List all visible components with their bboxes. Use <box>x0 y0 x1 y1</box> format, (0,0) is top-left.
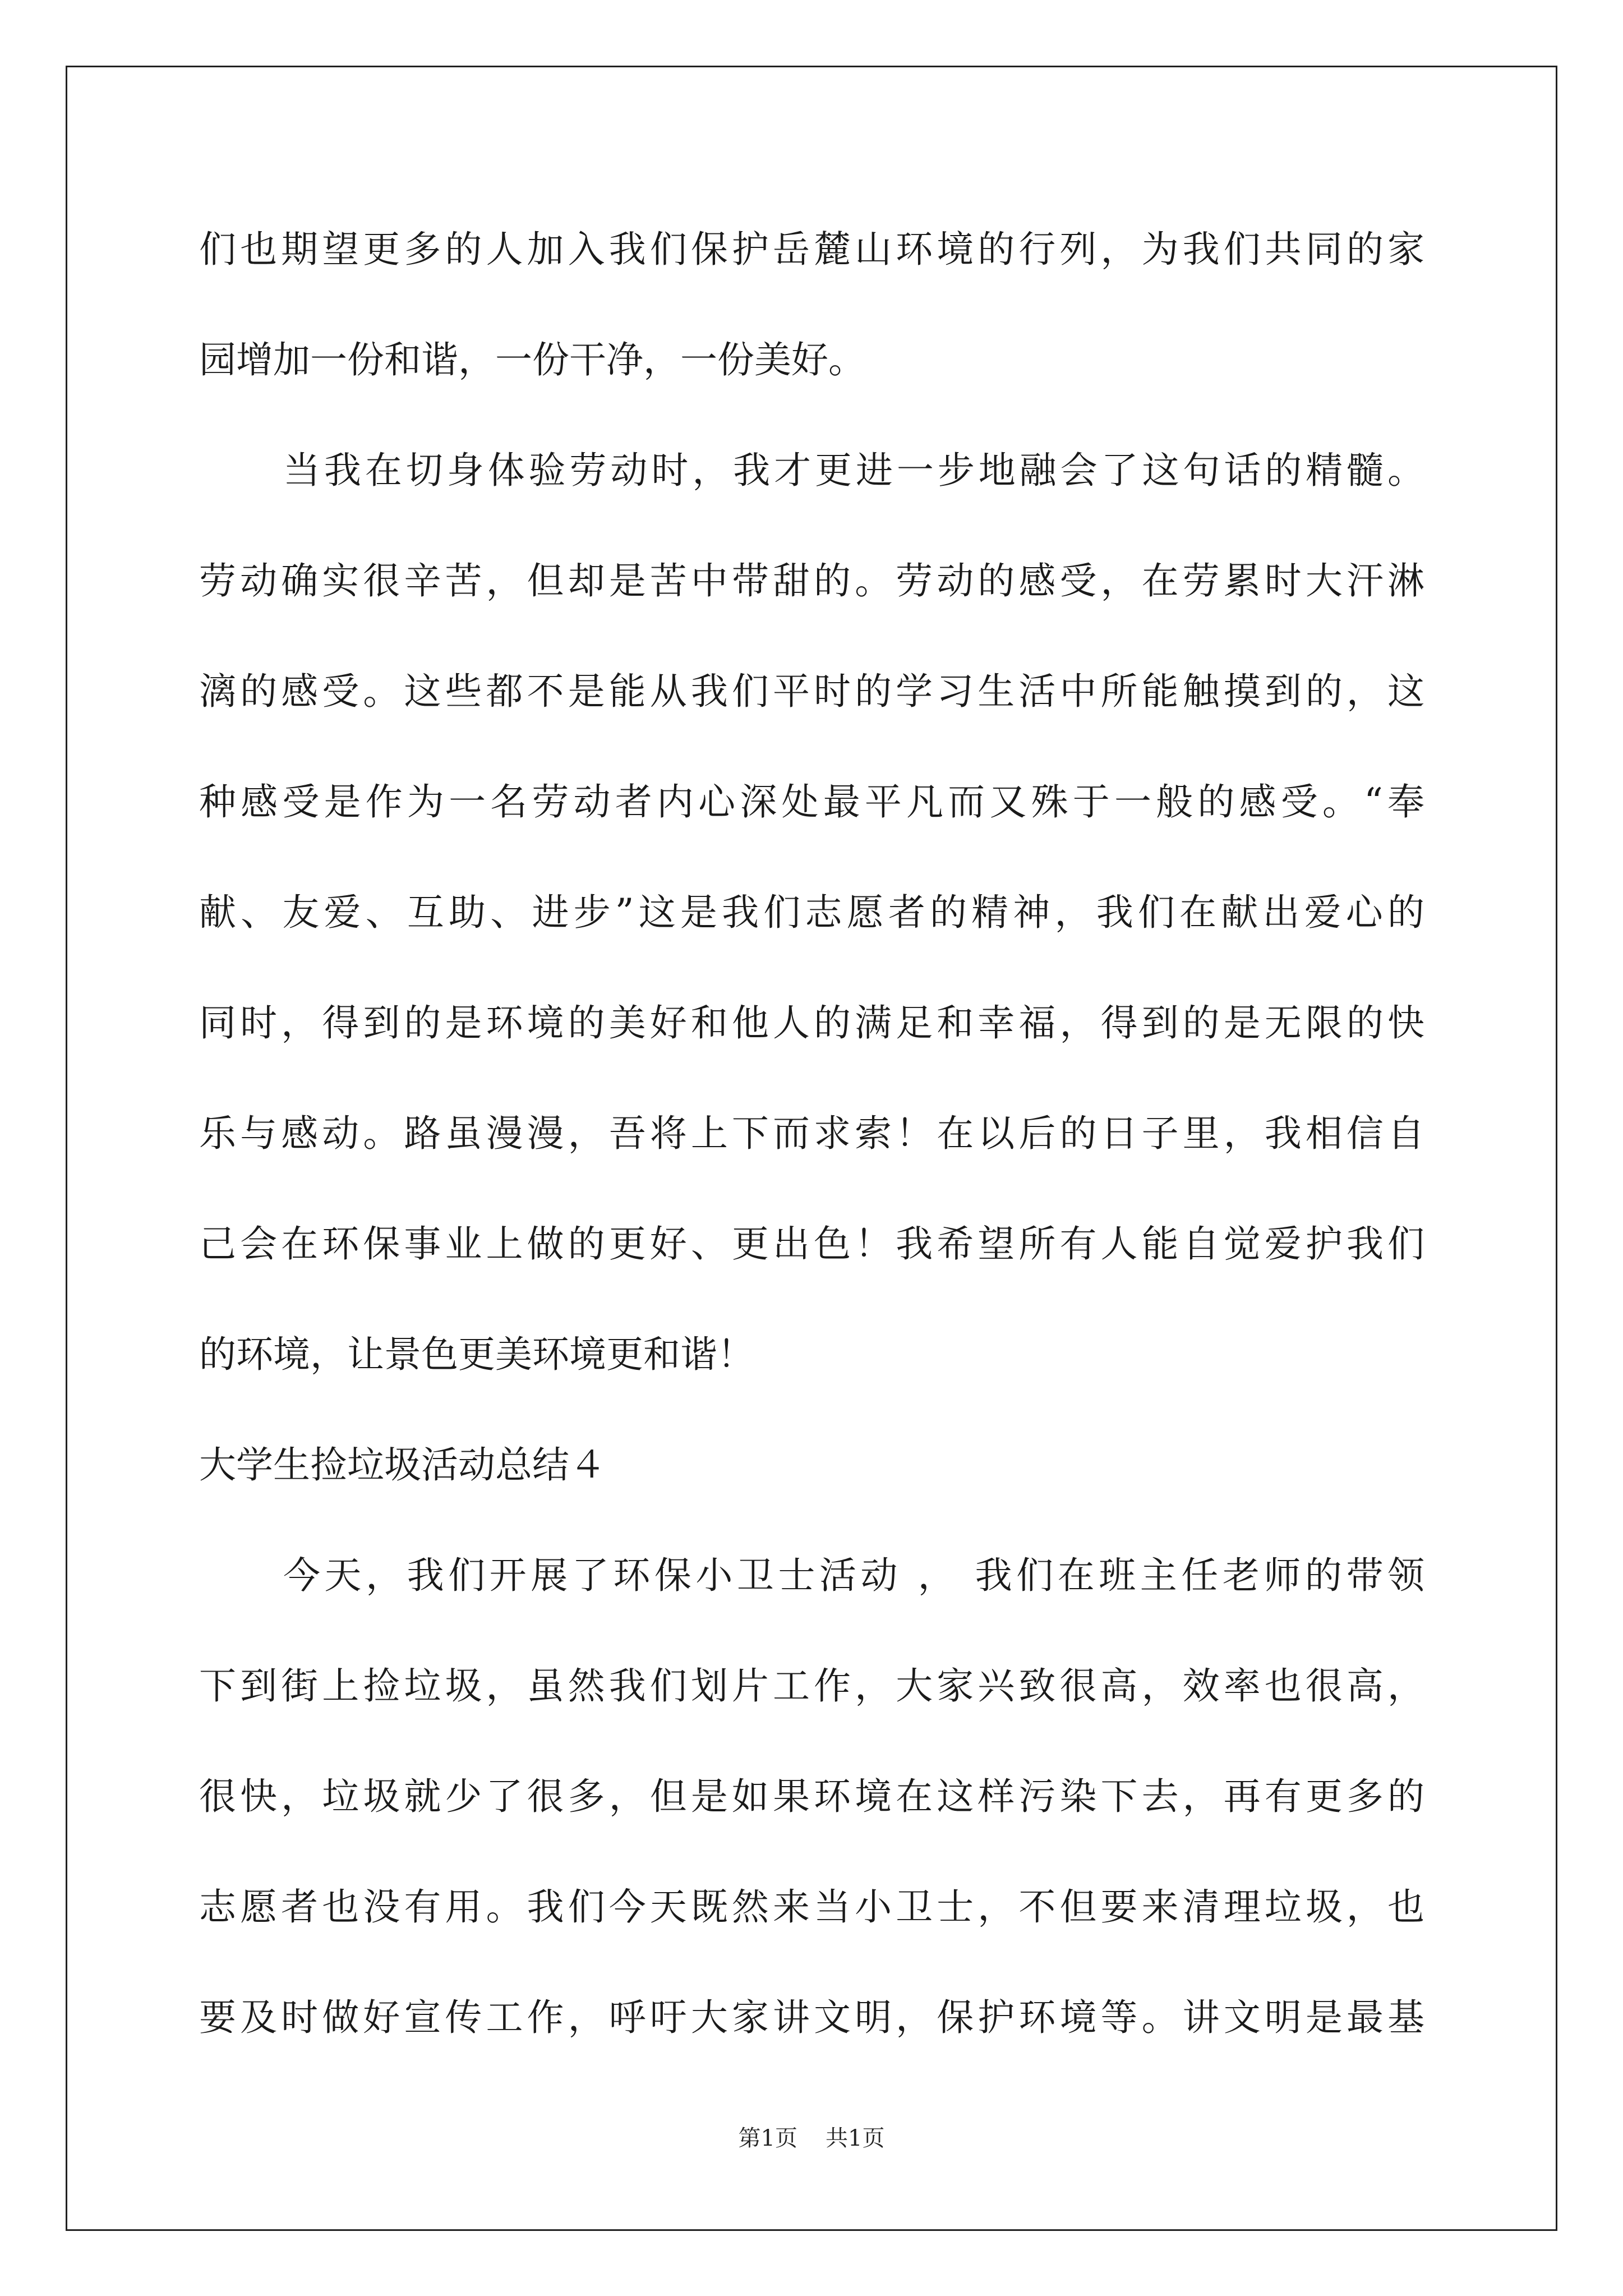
text-line: 同时，得到的是环境的美好和他人的满足和幸福，得到的是无限的快 <box>199 1001 1424 1045</box>
paragraph-start-line: 当我在切身体验劳动时，我才更进一步地融会了这句话的精髓。 <box>283 449 1424 492</box>
page-total: 共1页 <box>826 2125 885 2151</box>
text-line: 己会在环保事业上做的更好、更出色！我希望所有人能自觉爱护我们 <box>199 1222 1424 1266</box>
text-line: 很快，垃圾就少了很多，但是如果环境在这样污染下去，再有更多的 <box>199 1775 1424 1818</box>
text-line: 种感受是作为一名劳动者内心深处最平凡而又殊于一般的感受。“奉 <box>199 780 1424 823</box>
section-heading: 大学生捡垃圾活动总结４ <box>199 1443 606 1487</box>
page-number: 第1页 <box>738 2125 797 2151</box>
text-line: 们也期望更多的人加入我们保护岳麓山环境的行列，为我们共同的家 <box>199 228 1424 271</box>
paragraph-start-line: 今天，我们开展了环保小卫士活动 ， 我们在班主任老师的带领 <box>283 1554 1424 1597</box>
text-line: 乐与感动。路虽漫漫，吾将上下而求索！在以后的日子里，我相信自 <box>199 1112 1424 1155</box>
text-line: 的环境，让景色更美环境更和谐！ <box>199 1333 754 1376</box>
text-line: 劳动确实很辛苦，但却是苦中带甜的。劳动的感受，在劳累时大汗淋 <box>199 559 1424 602</box>
page-footer <box>0 2120 1623 2152</box>
document-body <box>199 216 1424 2095</box>
text-line: 园增加一份和谐，一份干净，一份美好。 <box>199 338 865 381</box>
text-line: 漓的感受。这些都不是能从我们平时的学习生活中所能触摸到的，这 <box>199 670 1424 713</box>
text-line: 献、友爱、互助、进步”这是我们志愿者的精神，我们在献出爱心的 <box>199 891 1424 934</box>
text-line: 要及时做好宣传工作，呼吁大家讲文明，保护环境等。讲文明是最基 <box>199 1996 1424 2039</box>
text-line: 下到街上捡垃圾，虽然我们划片工作，大家兴致很高，效率也很高， <box>199 1664 1424 1708</box>
text-line: 志愿者也没有用。我们今天既然来当小卫士，不但要来清理垃圾，也 <box>199 1885 1424 1929</box>
